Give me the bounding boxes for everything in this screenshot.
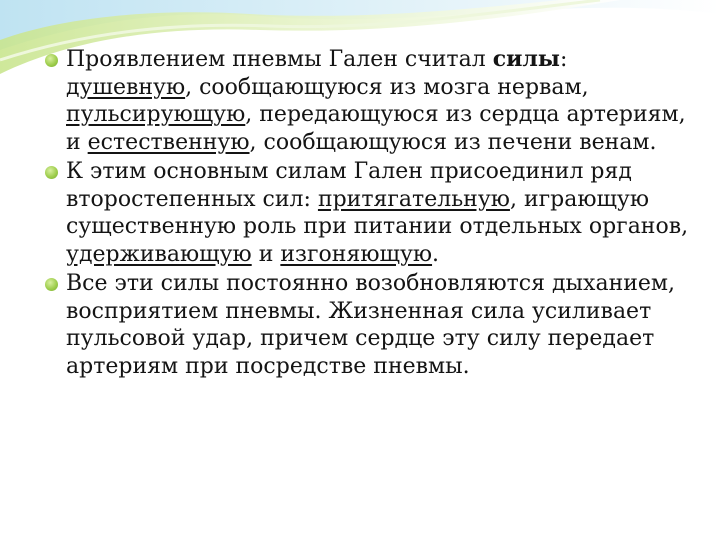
underlined-term: удерживающую: [66, 241, 252, 267]
underlined-term: естественную: [87, 129, 250, 155]
paragraph-text: , передающуюся из сердца артериям, и: [66, 102, 686, 155]
paragraph-text: К этим основным силам Гален присоединил ряд второстепенных сил:: [66, 159, 632, 212]
bullet-paragraph: [40, 270, 690, 380]
slide-content: [40, 46, 690, 382]
green-circle-bullet-icon: [45, 54, 58, 67]
paragraph-text: :: [559, 47, 568, 72]
bullet-paragraph: [40, 46, 690, 156]
underlined-term: изгоняющую: [280, 241, 433, 267]
paragraph-text: , сообщающуюся из мозга нервам,: [185, 74, 589, 100]
paragraph-text: и: [251, 241, 281, 267]
bullet-paragraph: [40, 158, 690, 268]
underlined-term: душевную: [66, 74, 186, 100]
paragraph-text: .: [432, 241, 440, 267]
underlined-term: притягательную: [317, 186, 510, 212]
paragraph-text: , играющую существенную роль при питании отдельных органов,: [66, 186, 689, 239]
green-circle-bullet-icon: [45, 166, 58, 179]
paragraph-text: Проявлением пневмы Гален считал: [66, 47, 493, 72]
green-circle-bullet-icon: [45, 278, 58, 291]
paragraph-text: , сообщающуюся из печени венам.: [249, 129, 657, 155]
paragraph-text: Все эти силы постоянно возобновляются дыханием, восприятием пневмы. Жизненная сила усиливает пульсовой удар, причем сердце эту силу передает артериям при посредстве пневмы.: [66, 271, 676, 379]
underlined-term: пульсирующую: [66, 102, 246, 127]
bold-term: силы: [492, 46, 560, 72]
